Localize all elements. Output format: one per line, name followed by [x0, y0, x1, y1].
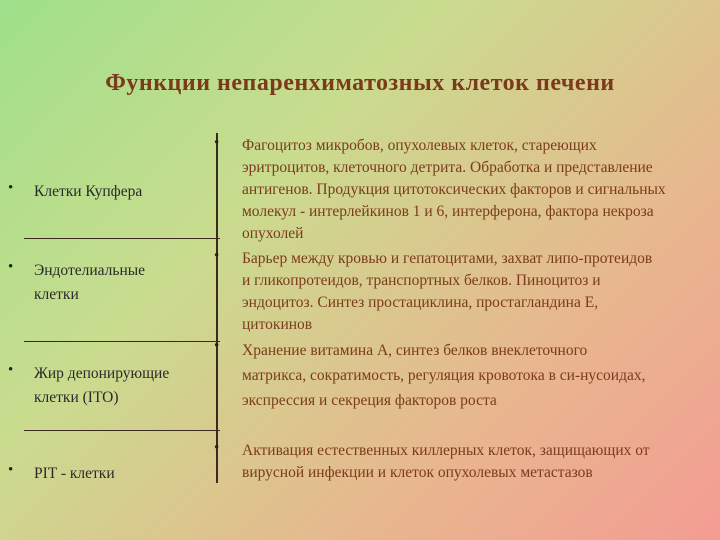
cell-type-label: Эндотелиальные клетки [34, 262, 146, 303]
function-description: Фагоцитоз микробов, опухолевых клеток, стареющих эритроцитов, клеточного детрита. Обработка и представление антигенов. Продукция цитотоксических факторов и сигнальных молекул - интерлейкинов 1 и 6, интерферона, фактора некроза опухолей [242, 137, 666, 242]
function-description: Хранение витамина А, синтез белков внеклеточного матрикса, сократимость, регуляция кровотока в си-нусоидах, экспрессия и секреция факторов роста [242, 342, 646, 409]
function-description: Активация естественных киллерных клеток, защищающих от вирусной инфекции и клеток опухолевых метастазов [242, 442, 650, 481]
bullet-icon: • [8, 462, 14, 478]
slide-title: Функции непаренхиматозных клеток печени [105, 70, 615, 96]
row-divider [24, 430, 220, 431]
row-divider [24, 238, 220, 239]
function-description: Барьер между кровью и гепатоцитами, захват липо-протеидов и гликопротеидов, транспортных белков. Пиноцитоз и эндоцитоз. Синтез простациклина, простагландина Е, цитокинов [242, 250, 653, 333]
bullet-icon: • [214, 338, 220, 354]
bullet-icon: • [214, 135, 220, 151]
row-divider [24, 341, 220, 342]
bullet-icon: • [8, 259, 14, 275]
cell-type-label: PIT - клетки [34, 465, 115, 482]
cell-type-label: Жир депонирующие клетки (ITO) [34, 365, 170, 406]
cell-type-label: Клетки Купфера [34, 183, 143, 200]
bullet-icon: • [8, 362, 14, 378]
bullet-icon: • [8, 180, 14, 196]
bullet-icon: • [214, 248, 220, 264]
bullet-icon: • [214, 440, 220, 456]
